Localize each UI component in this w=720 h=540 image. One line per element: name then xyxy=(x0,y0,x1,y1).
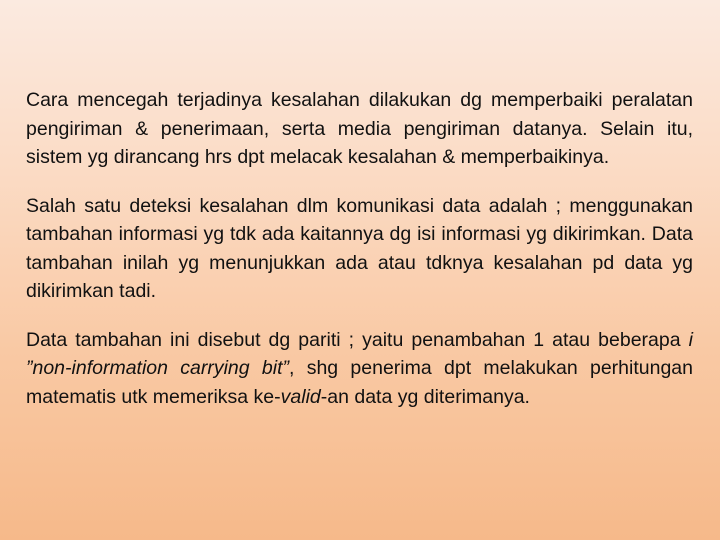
parity-text-3: -an data yg diterimanya. xyxy=(320,385,530,408)
parity-text-2: , shg penerima dpt melakukan perhitungan matematis utk memeriksa ke- xyxy=(26,357,693,408)
parity-emphasis-valid: valid xyxy=(280,385,321,408)
parity-text-1: Data tambahan ini disebut dg pariti ; yaitu penambahan 1 atau beberapa xyxy=(26,328,689,351)
paragraph-error-prevention: Cara mencegah terjadinya kesalahan dilakukan dg memperbaiki peralatan pengiriman & penerimaan, serta media pengiriman datanya. Selain itu, sistem yg dirancang hrs dpt melacak kesalahan & memperbaikinya. xyxy=(26,89,693,168)
paragraph-error-detection: Salah satu deteksi kesalahan dlm komunikasi data adalah ; menggunakan tambahan informasi yg tdk ada kaitannya dg isi informasi yg dikirimkan. Data tambahan inilah yg menunjukkan ada atau tdknya kesalahan pd data yg dikirimkan tadi. xyxy=(26,194,693,302)
paragraph-parity xyxy=(26,326,693,412)
slide-body xyxy=(26,86,693,411)
parity-emphasis-term: i ”non-information carrying bit” xyxy=(26,328,693,379)
